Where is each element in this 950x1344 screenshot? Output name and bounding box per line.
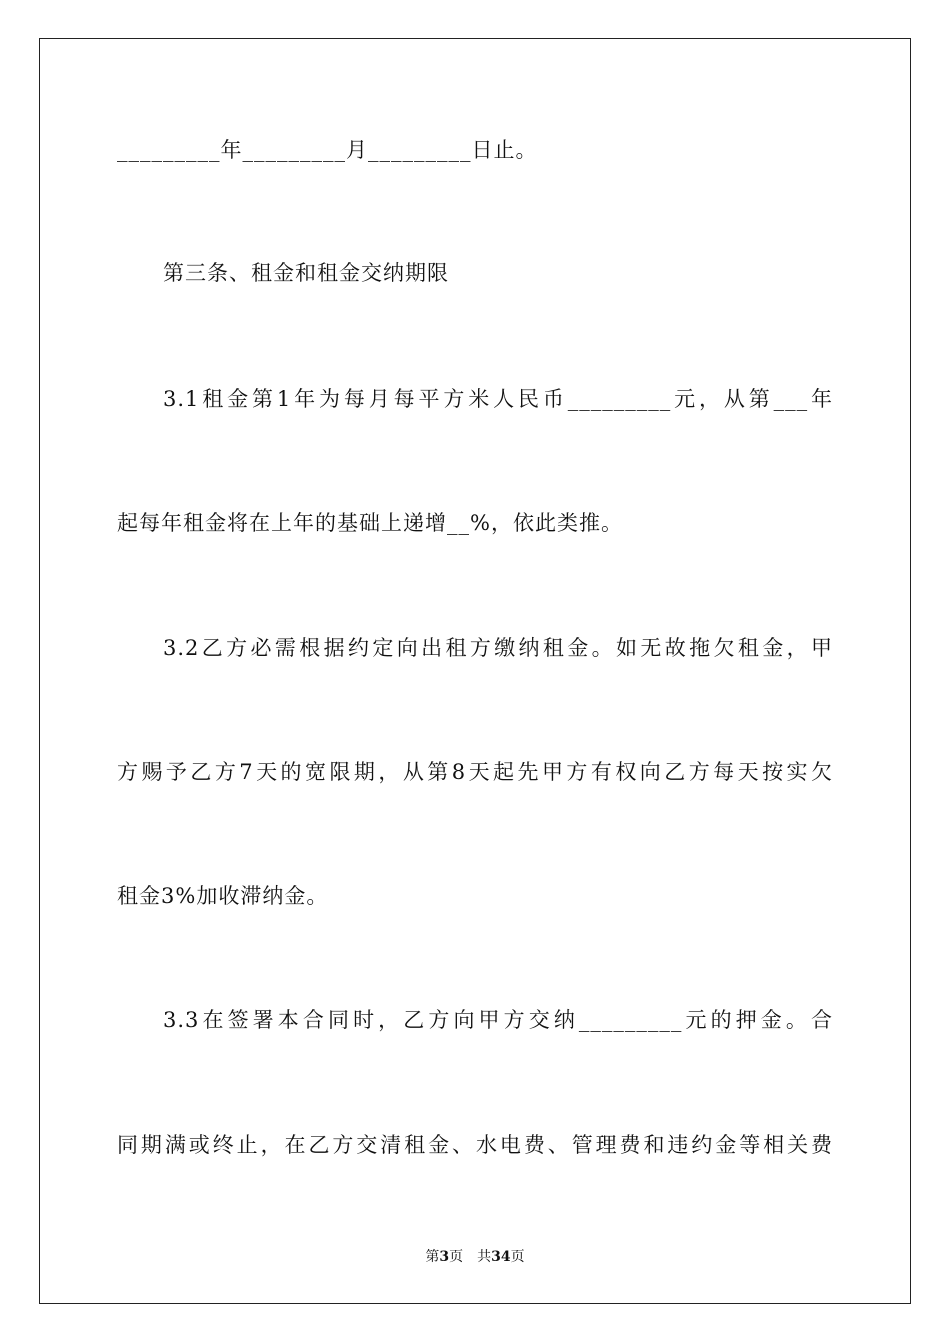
footer-page-suffix: 页 bbox=[449, 1249, 464, 1265]
footer-page-prefix: 第 bbox=[425, 1249, 440, 1265]
clause-3-2-line-1: 3.2乙方必需根据约定向出租方缴纳租金。如无故拖欠租金，甲 bbox=[163, 636, 833, 660]
clause-3-2-line-3: 租金3%加收滞纳金。 bbox=[117, 884, 329, 908]
clause-3-1-line-2: 起每年租金将在上年的基础上递增__%，依此类推。 bbox=[117, 511, 623, 535]
footer-total-number: 34 bbox=[491, 1249, 511, 1265]
clause-3-1-line-1: 3.1租金第1年为每月每平方米人民币_________元，从第___年 bbox=[163, 387, 833, 411]
clause-3-3-line-2: 同期满或终止，在乙方交清租金、水电费、管理费和违约金等相关费 bbox=[117, 1133, 833, 1157]
clause-3-3-line-1: 3.3在签署本合同时，乙方向甲方交纳_________元的押金。合 bbox=[163, 1008, 833, 1032]
date-end-line: _________年_________月_________日止。 bbox=[117, 138, 538, 162]
footer-page-number: 3 bbox=[439, 1249, 450, 1265]
article-3-heading: 第三条、租金和租金交纳期限 bbox=[163, 261, 449, 285]
footer-total-suffix: 页 bbox=[510, 1249, 525, 1265]
footer-total-prefix: 共 bbox=[477, 1249, 492, 1265]
page-footer bbox=[0, 1246, 950, 1266]
page-frame bbox=[39, 38, 911, 1304]
clause-3-2-line-2: 方赐予乙方7天的宽限期，从第8天起先甲方有权向乙方每天按实欠 bbox=[117, 760, 833, 784]
